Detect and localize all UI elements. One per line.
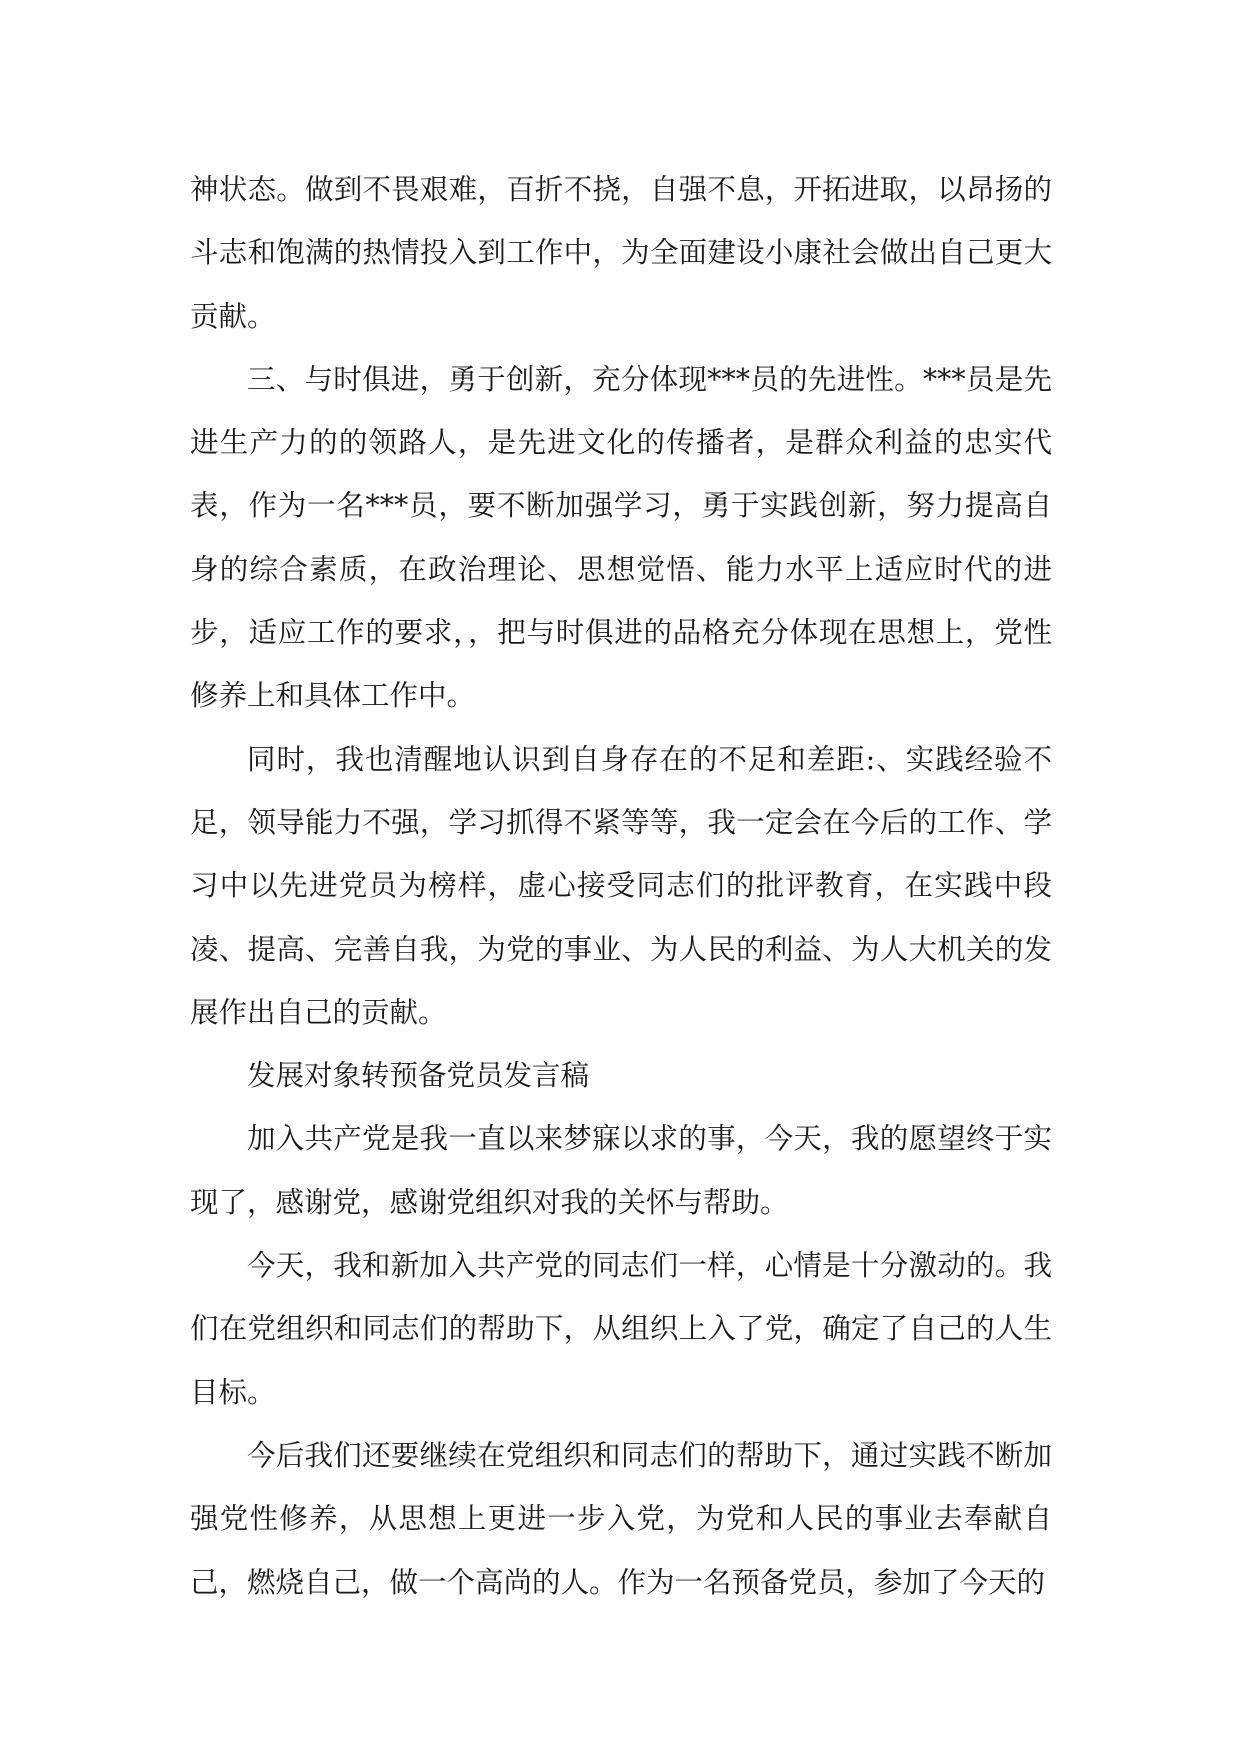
paragraph-6: 今后我们还要继续在党组织和同志们的帮助下，通过实践不断加强党性修养，从思想上更进一步入党，为党和人民的事业去奉献自己，燃烧自己，做一个高尚的人。作为一名预备党员，参加了今天的: [190, 1438, 1052, 1599]
paragraph-3: 同时，我也清醒地认识到自身存在的不足和差距:、实践经验不足，领导能力不强，学习抓得不紧等等，我一定会在今后的工作、学习中以先进党员为榜样，虚心接受同志们的批评教育，在实践中段凌、提高、完善自我，为党的事业、为人民的利益、为人大机关的发展作出自己的贡献。: [190, 742, 1052, 1029]
section-heading: 发展对象转预备党员发言稿: [247, 1059, 590, 1093]
paragraph-1: 神状态。做到不畏艰难，百折不挠，自强不息，开拓进取，以昂扬的斗志和饱满的热情投入到工作中，为全面建设小康社会做出自己更大贡献。: [190, 173, 1052, 333]
paragraph-5: 今天，我和新加入共产党的同志们一样，心情是十分激动的。我们在党组织和同志们的帮助下，从组织上入了党，确定了自己的人生目标。: [190, 1249, 1052, 1409]
document-body: [190, 158, 1052, 1614]
paragraph-4: 加入共产党是我一直以来梦寐以求的事，今天，我的愿望终于实现了，感谢党，感谢党组织对我的关怀与帮助。: [190, 1122, 1052, 1219]
paragraph-2: 三、与时俱进，勇于创新，充分体现***员的先进性。***员是先进生产力的的领路人，是先进文化的传播者，是群众利益的忠实代表，作为一名***员，要不断加强学习，勇于实践创新，努力提高自身的综合素质，在政治理论、思想觉悟、能力水平上适应时代的进步，适应工作的要求，，把与时俱进的品格充分体现在思想上，党性修养上和具体工作中。: [190, 362, 1052, 713]
